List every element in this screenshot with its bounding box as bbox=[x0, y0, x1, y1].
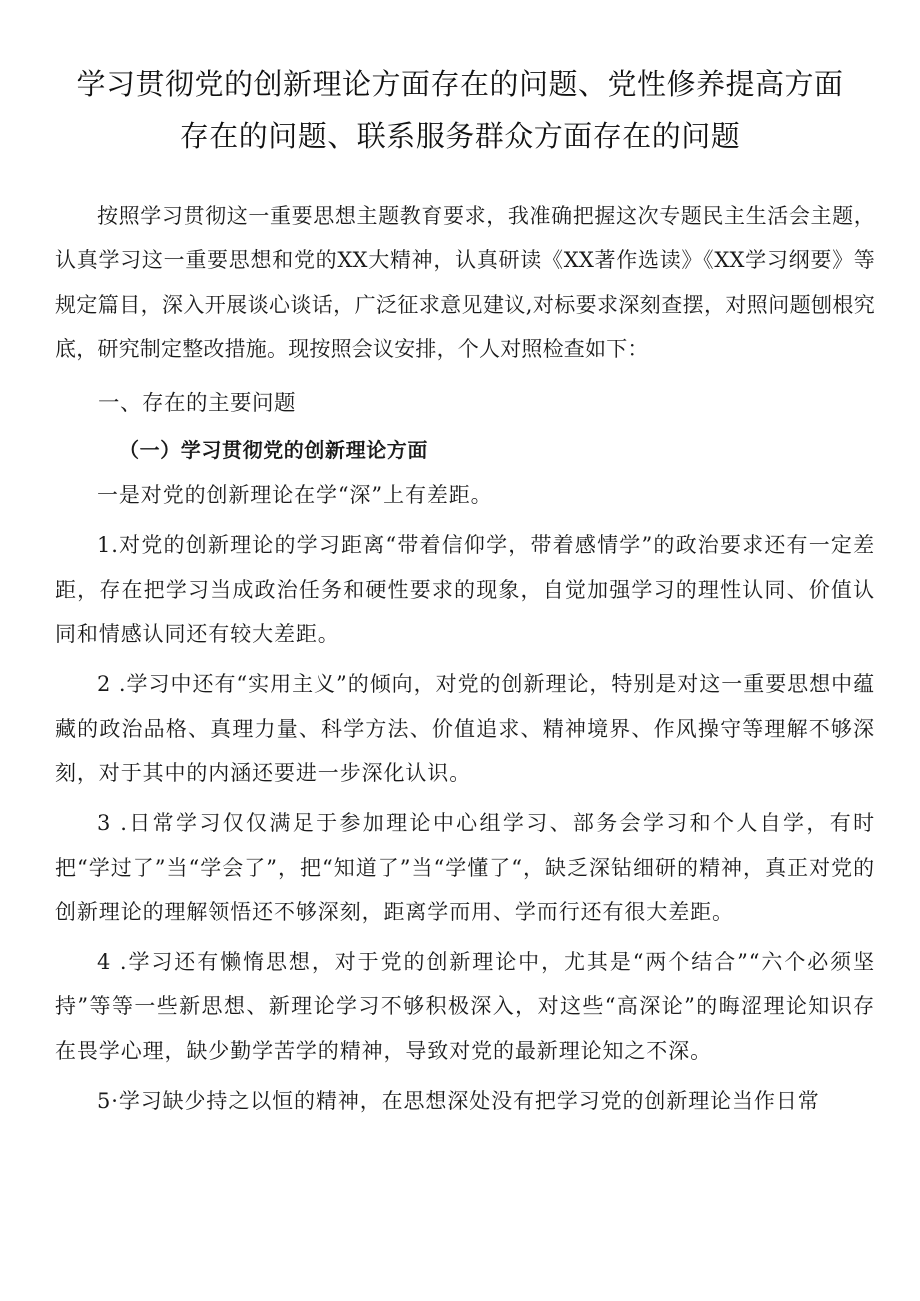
intro-paragraph: 按照学习贯彻这一重要思想主题教育要求，我准确把握这次专题民主生活会主题，认真学习这一重要思想和党的XX大精神，认真研读《XX著作选读》《XX学习纲要》等规定篇目，深入开展谈心谈话，广泛征求意见建议,对标要求深刻查摆，对照问题刨根究底，研究制定整改措施。现按照会议安排，个人对照检查如下： bbox=[55, 204, 875, 361]
document-title bbox=[40, 58, 880, 162]
list-item-3: 3 .日常学习仅仅满足于参加理论中心组学习、部务会学习和个人自学，有时把“学过了”当“学会了”，把“知道了”当“学懂了“，缺乏深钻细研的精神，真正对党的创新理论的理解领悟还不够深刻，距离学而用、学而行还有很大差距。 bbox=[55, 811, 875, 924]
subsection-heading-theory: （一）学习贯彻党的创新理论方面 bbox=[119, 438, 428, 463]
document-body bbox=[55, 194, 875, 1123]
title-line-2: 存在的问题、联系服务群众方面存在的问题 bbox=[179, 119, 741, 153]
point-heading: 一是对党的创新理论在学“深”上有差距。 bbox=[97, 483, 493, 508]
list-item-2: 2 .学习中还有“实用主义”的倾向，对党的创新理论，特别是对这一重要思想中蕴藏的政治品格、真理力量、科学方法、价值追求、精神境界、作风操守等理解不够深刻，对于其中的内涵还要进一步深化认识。 bbox=[55, 672, 875, 785]
list-item-4: 4 .学习还有懒惰思想，对于党的创新理论中，尤其是“两个结合”“六个必须坚持”等等一些新思想、新理论学习不够积极深入，对这些“高深论”的晦涩理论知识存在畏学心理，缺少勤学苦学的精神，导致对党的最新理论知之不深。 bbox=[55, 950, 875, 1063]
section-heading-problems: 一、存在的主要问题 bbox=[98, 391, 297, 417]
list-item-1: 1.对党的创新理论的学习距离“带着信仰学，带着感情学”的政治要求还有一定差距，存在把学习当成政治任务和硬性要求的现象，自觉加强学习的理性认同、价值认同和情感认同还有较大差距。 bbox=[55, 533, 875, 647]
list-item-5: 5·学习缺少持之以恒的精神，在思想深处没有把学习党的创新理论当作日常 bbox=[97, 1089, 820, 1114]
title-line-1: 学习贯彻党的创新理论方面存在的问题、党性修养提高方面 bbox=[76, 67, 844, 101]
